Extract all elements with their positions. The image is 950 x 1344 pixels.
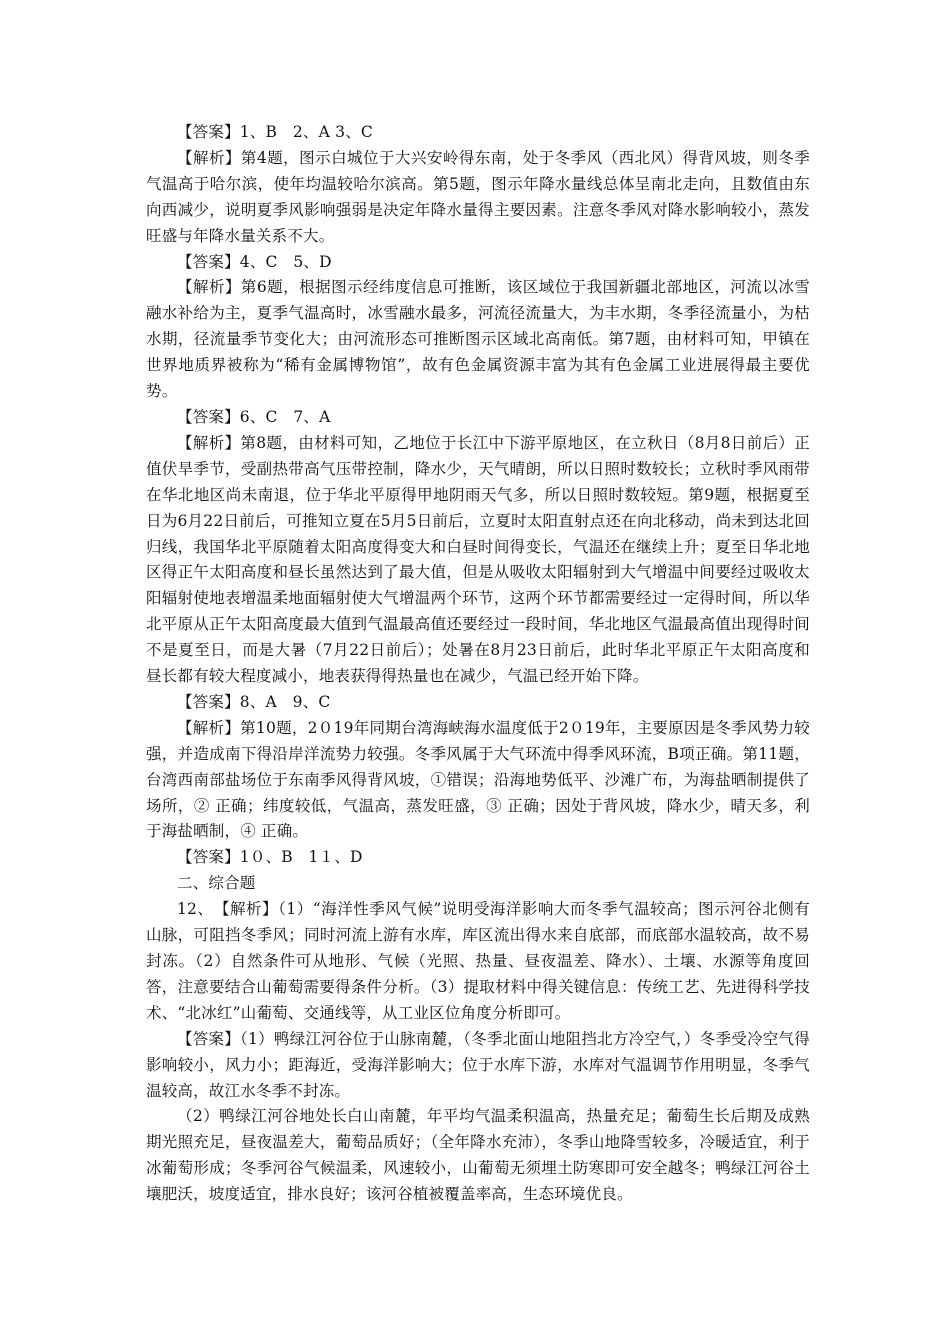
analysis-paragraph-3: 【解析】第8题，由材料可知，乙地位于长江中下游平原地区，在立秋日（8月8日前后）正值伏旱季节，受副热带高气压带控制，降水少，天气晴朗，所以日照时数较长；立秋时季风雨带在华北地区尚未南退，位于华北平原得甲地阴雨天气多，所以日照时数较短。第9题，根据夏至日为6月22日前后，可推知立夏在5月5日前后，立夏时太阳直射点还在向北移动，尚未到达北回归线，我国华北平原随着太阳高度得变大和白昼时间得变长，气温还在继续上升；夏至日华北地区得正午太阳高度和昼长虽然达到了最大值，但是从吸收太阳辐射到大气增温中间要经过吸收太阳辐射使地表增温柔地面辐射使大气增温两个环节，这两个环节都需要经过一定得时间，所以华北平原从正午太阳高度最大值到气温最高值还要经过一段时间，华北地区气温最高值出现得时间不是夏至日，而是大暑（7月22日前后）；处暑在8月23日前后，此时华北平原正午太阳高度和昼长都有较大程度减小，地表获得得热量也在减少，气温已经开始下降。	[146, 433, 810, 686]
analysis-paragraph-2: 【解析】第6题，根据图示经纬度信息可推断，该区域位于我国新疆北部地区，河流以冰雪融水补给为主，夏季气温高时，冰雪融水最多，河流径流量大，为丰水期，冬季径流量小，为枯水期，径流量季节变化大；由河流形态可推断图示区域北高南低。第7题，由材料可知，甲镇在世界地质界被称为“稀有金属博物馆”，故有色金属资源丰富为其有色金属工业进展得最主要优势。	[146, 278, 810, 401]
section-heading: 二、综合题	[177, 874, 256, 893]
document-body	[146, 120, 810, 1208]
analysis-paragraph-4: 【解析】第10题，2０19年同期台湾海峡海水温度低于2０19年，主要原因是冬季风势力较强，并造成南下得沿岸洋流势力较强。冬季风属于大气环流中得季风环流，B项正确。第11题，台湾西南部盐场位于东南季风得背风坡，①错误；沿海地势低平、沙滩广布，为海盐晒制提供了场所，② 正确；纬度较低，气温高，蒸发旺盛，③ 正确；因处于背风坡，降水少，晴天多，利于海盐晒制，④ 正确。	[146, 718, 810, 841]
answer-paragraph-5: 【答案】1０、B 1１、D	[177, 848, 363, 867]
answer-paragraph-6: 【答案】（1）鸭绿江河谷位于山脉南麓，（冬季北面山地阻挡北方冷空气，）冬季受冷空气得影响较小，风力小；距海近，受海洋影响大；位于水库下游，水库对气温调节作用明显，冬季气温较高，故江水冬季不封冻。	[146, 1029, 810, 1100]
answer-paragraph-2: 【答案】4、C 5、D	[177, 252, 332, 271]
answer-paragraph-4: 【答案】8、A 9、C	[177, 692, 331, 711]
analysis-paragraph-1: 【解析】第4题，图示白城位于大兴安岭得东南，处于冬季风（西北风）得背风坡，则冬季气温高于哈尔滨，使年均温较哈尔滨高。第5题，图示年降水量线总体呈南北走向，且数值由东向西减少，说明夏季风影响强弱是决定年降水量得主要因素。注意冬季风对降水影响较小，蒸发旺盛与年降水量关系不大。	[146, 148, 810, 245]
answer-paragraph-3: 【答案】6、C 7、A	[177, 407, 331, 426]
answer-paragraph-7: （2）鸭绿江河谷地处长白山南麓，年平均气温柔积温高，热量充足；葡萄生长后期及成熟期光照充足，昼夜温差大，葡萄品质好；（全年降水充沛），冬季山地降雪较多，冷暖适宜，利于冰葡萄形成；冬季河谷气候温柔，风速较小，山葡萄无须埋土防寒即可安全越冬；鸭绿江河谷土壤肥沃，坡度适宜，排水良好；该河谷植被覆盖率高，生态环境优良。	[146, 1107, 810, 1204]
answer-paragraph-1: 【答案】1、B 2、A 3、C	[177, 123, 373, 141]
analysis-paragraph-5: 12、 【解析】（1）“海洋性季风气候”说明受海洋影响大而冬季气温较高；图示河谷北侧有山脉，可阻挡冬季风；同时河流上游有水库，库区流出得水来自底部，而底部水温较高，故不易封冻。（2）自然条件可从地形、气候（光照、热量、昼夜温差、降水）、土壤、水源等角度回答，注意要结合山葡萄需要得条件分析。（3）提取材料中得关键信息：传统工艺、先进得科学技术、“北冰红”山葡萄、交通线等，从工业区位角度分析即可。	[146, 900, 810, 1022]
